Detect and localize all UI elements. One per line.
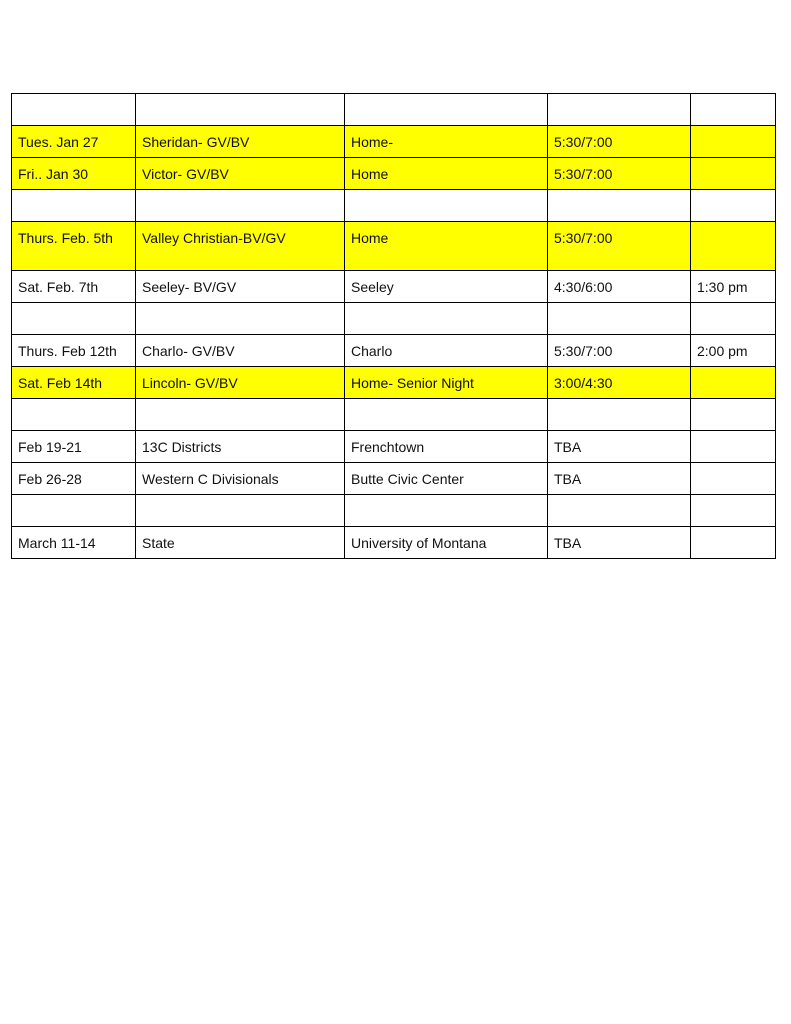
table-row [12,463,776,495]
extra-time-cell: 2:00 pm [691,335,776,367]
extra-time-cell [691,158,776,190]
location-cell: Home- [345,126,548,158]
table-row [12,527,776,559]
table-row [12,94,776,126]
time-cell: 4:30/6:00 [548,271,691,303]
date-cell [12,94,136,126]
time-cell [548,190,691,222]
time-cell [548,94,691,126]
time-cell: 5:30/7:00 [548,335,691,367]
extra-time-cell: 1:30 pm [691,271,776,303]
opponent-cell: Western C Divisionals [136,463,345,495]
time-cell [548,399,691,431]
table-row [12,126,776,158]
date-cell: Fri.. Jan 30 [12,158,136,190]
location-cell [345,303,548,335]
time-cell: 5:30/7:00 [548,222,691,271]
date-cell: Thurs. Feb 12th [12,335,136,367]
table-row [12,431,776,463]
location-cell: Frenchtown [345,431,548,463]
table-row [12,335,776,367]
date-cell: Sat. Feb. 7th [12,271,136,303]
extra-time-cell [691,431,776,463]
extra-time-cell [691,190,776,222]
time-cell: 5:30/7:00 [548,158,691,190]
date-cell: Feb 19-21 [12,431,136,463]
location-cell: Home [345,222,548,271]
extra-time-cell [691,399,776,431]
extra-time-cell [691,94,776,126]
opponent-cell: Charlo- GV/BV [136,335,345,367]
location-cell: Charlo [345,335,548,367]
table-row [12,222,776,271]
time-cell [548,303,691,335]
date-cell [12,303,136,335]
extra-time-cell [691,527,776,559]
location-cell [345,495,548,527]
date-cell [12,495,136,527]
location-cell [345,399,548,431]
table-row [12,399,776,431]
opponent-cell [136,399,345,431]
opponent-cell: Valley Christian-BV/GV [136,222,345,271]
table-row [12,158,776,190]
opponent-cell [136,190,345,222]
date-cell: Sat. Feb 14th [12,367,136,399]
extra-time-cell [691,222,776,271]
location-cell [345,190,548,222]
opponent-cell: Lincoln- GV/BV [136,367,345,399]
date-cell: Feb 26-28 [12,463,136,495]
table-row [12,367,776,399]
date-cell: Thurs. Feb. 5th [12,222,136,271]
extra-time-cell [691,303,776,335]
location-cell: Home [345,158,548,190]
opponent-cell: 13C Districts [136,431,345,463]
schedule-table [11,93,776,559]
opponent-cell: Victor- GV/BV [136,158,345,190]
opponent-cell [136,94,345,126]
date-cell: Tues. Jan 27 [12,126,136,158]
opponent-cell: Seeley- BV/GV [136,271,345,303]
schedule-body [12,94,776,559]
extra-time-cell [691,463,776,495]
extra-time-cell [691,126,776,158]
time-cell: 3:00/4:30 [548,367,691,399]
time-cell: TBA [548,431,691,463]
location-cell [345,94,548,126]
location-cell: Seeley [345,271,548,303]
date-cell: March 11-14 [12,527,136,559]
opponent-cell: State [136,527,345,559]
table-row [12,495,776,527]
location-cell: Home- Senior Night [345,367,548,399]
opponent-cell: Sheridan- GV/BV [136,126,345,158]
table-row [12,303,776,335]
extra-time-cell [691,495,776,527]
table-row [12,190,776,222]
opponent-cell [136,303,345,335]
opponent-cell [136,495,345,527]
extra-time-cell [691,367,776,399]
time-cell: TBA [548,463,691,495]
time-cell [548,495,691,527]
location-cell: University of Montana [345,527,548,559]
location-cell: Butte Civic Center [345,463,548,495]
table-row [12,271,776,303]
date-cell [12,190,136,222]
date-cell [12,399,136,431]
time-cell: 5:30/7:00 [548,126,691,158]
time-cell: TBA [548,527,691,559]
